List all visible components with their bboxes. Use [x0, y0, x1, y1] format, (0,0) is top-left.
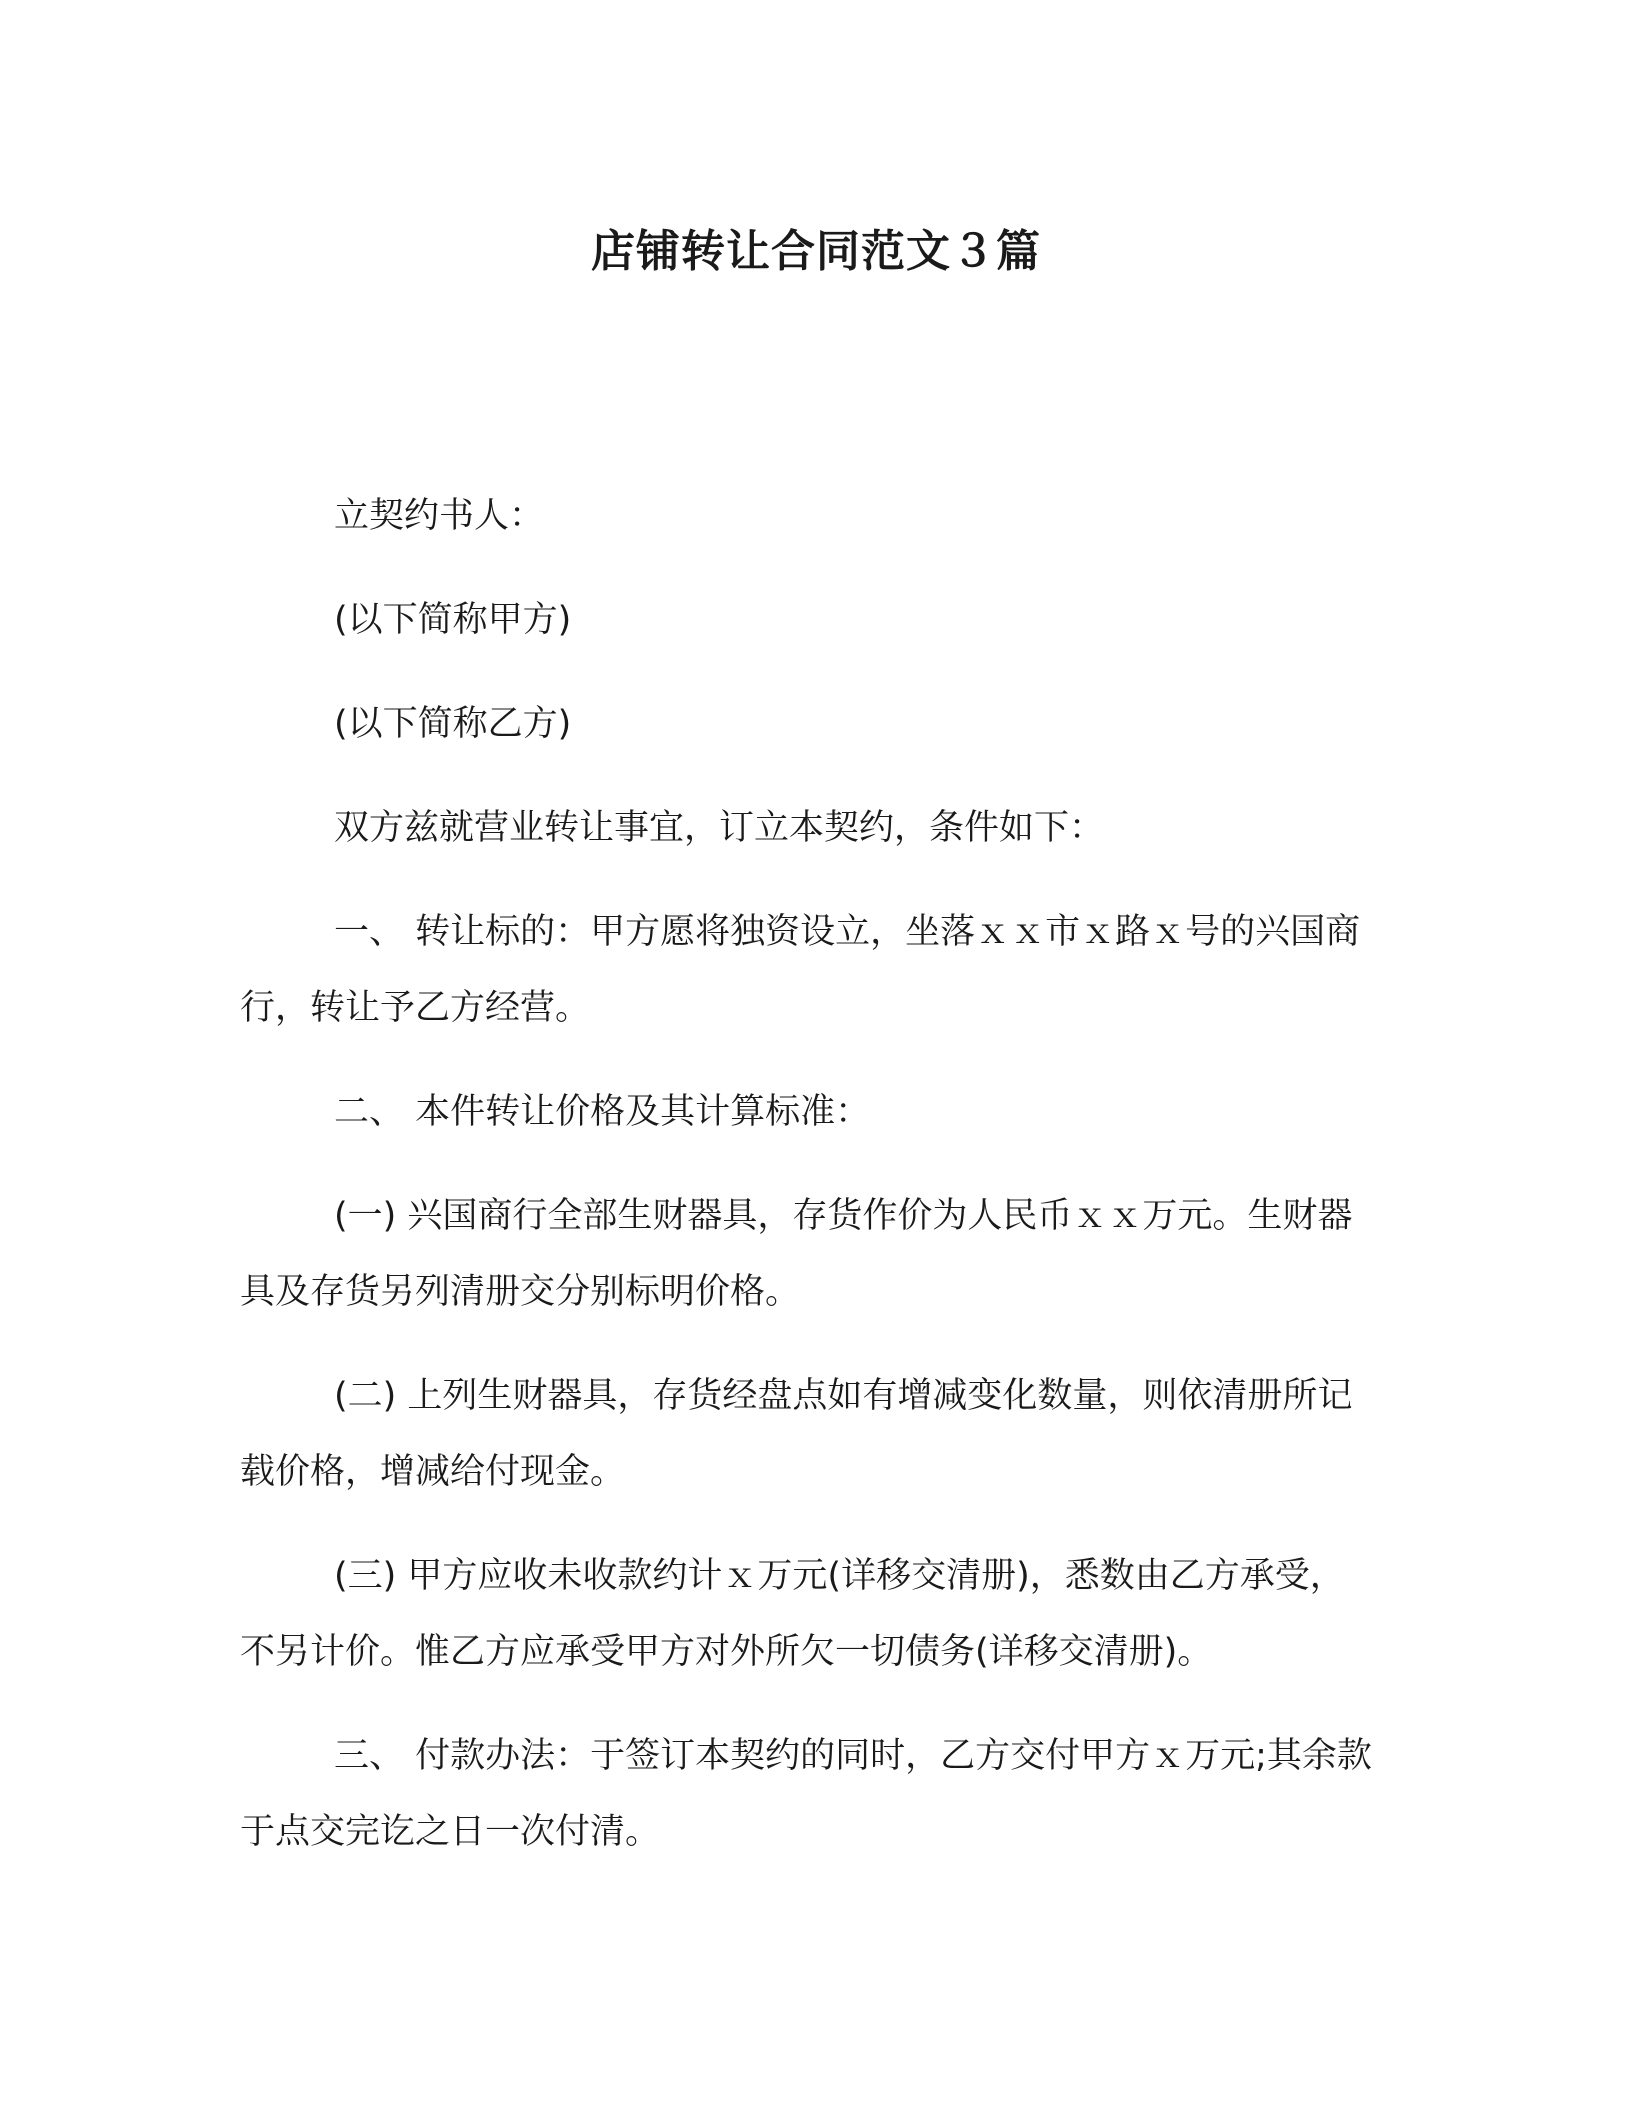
paragraph-party-a: (以下简称甲方): [334, 600, 572, 640]
paragraph-clause-1: 一、 转让标的：甲方愿将独资设立，坐落ｘｘ市ｘ路ｘ号的兴国商行，转让予乙方经营。: [240, 912, 1361, 1028]
paragraph-clause-3: 三、 付款办法：于签订本契约的同时，乙方交付甲方ｘ万元;其余款于点交完讫之日一次付清。: [240, 1736, 1372, 1852]
paragraph-clause-2: 二、 本件转让价格及其计算标准：: [334, 1092, 871, 1132]
paragraph-clause-2-item-1: (一) 兴国商行全部生财器具，存货作价为人民币ｘｘ万元。生财器具及存货另列清册交分别标明价格。: [240, 1196, 1353, 1312]
paragraph-preamble: 双方兹就营业转让事宜，订立本契约，条件如下：: [334, 808, 1105, 848]
paragraph-party-b: (以下简称乙方): [334, 704, 572, 744]
paragraph-clause-2-item-2: (二) 上列生财器具，存货经盘点如有增减变化数量，则依清册所记载价格，增减给付现金。: [240, 1376, 1353, 1492]
paragraph-signatories: 立契约书人：: [334, 496, 545, 536]
paragraph-clause-2-item-3: (三) 甲方应收未收款约计ｘ万元(详移交清册)，悉数由乙方承受，不另计价。惟乙方应承受甲方对外所欠一切债务(详移交清册)。: [240, 1556, 1345, 1672]
document-title: 店铺转让合同范文３篇: [591, 226, 1041, 277]
